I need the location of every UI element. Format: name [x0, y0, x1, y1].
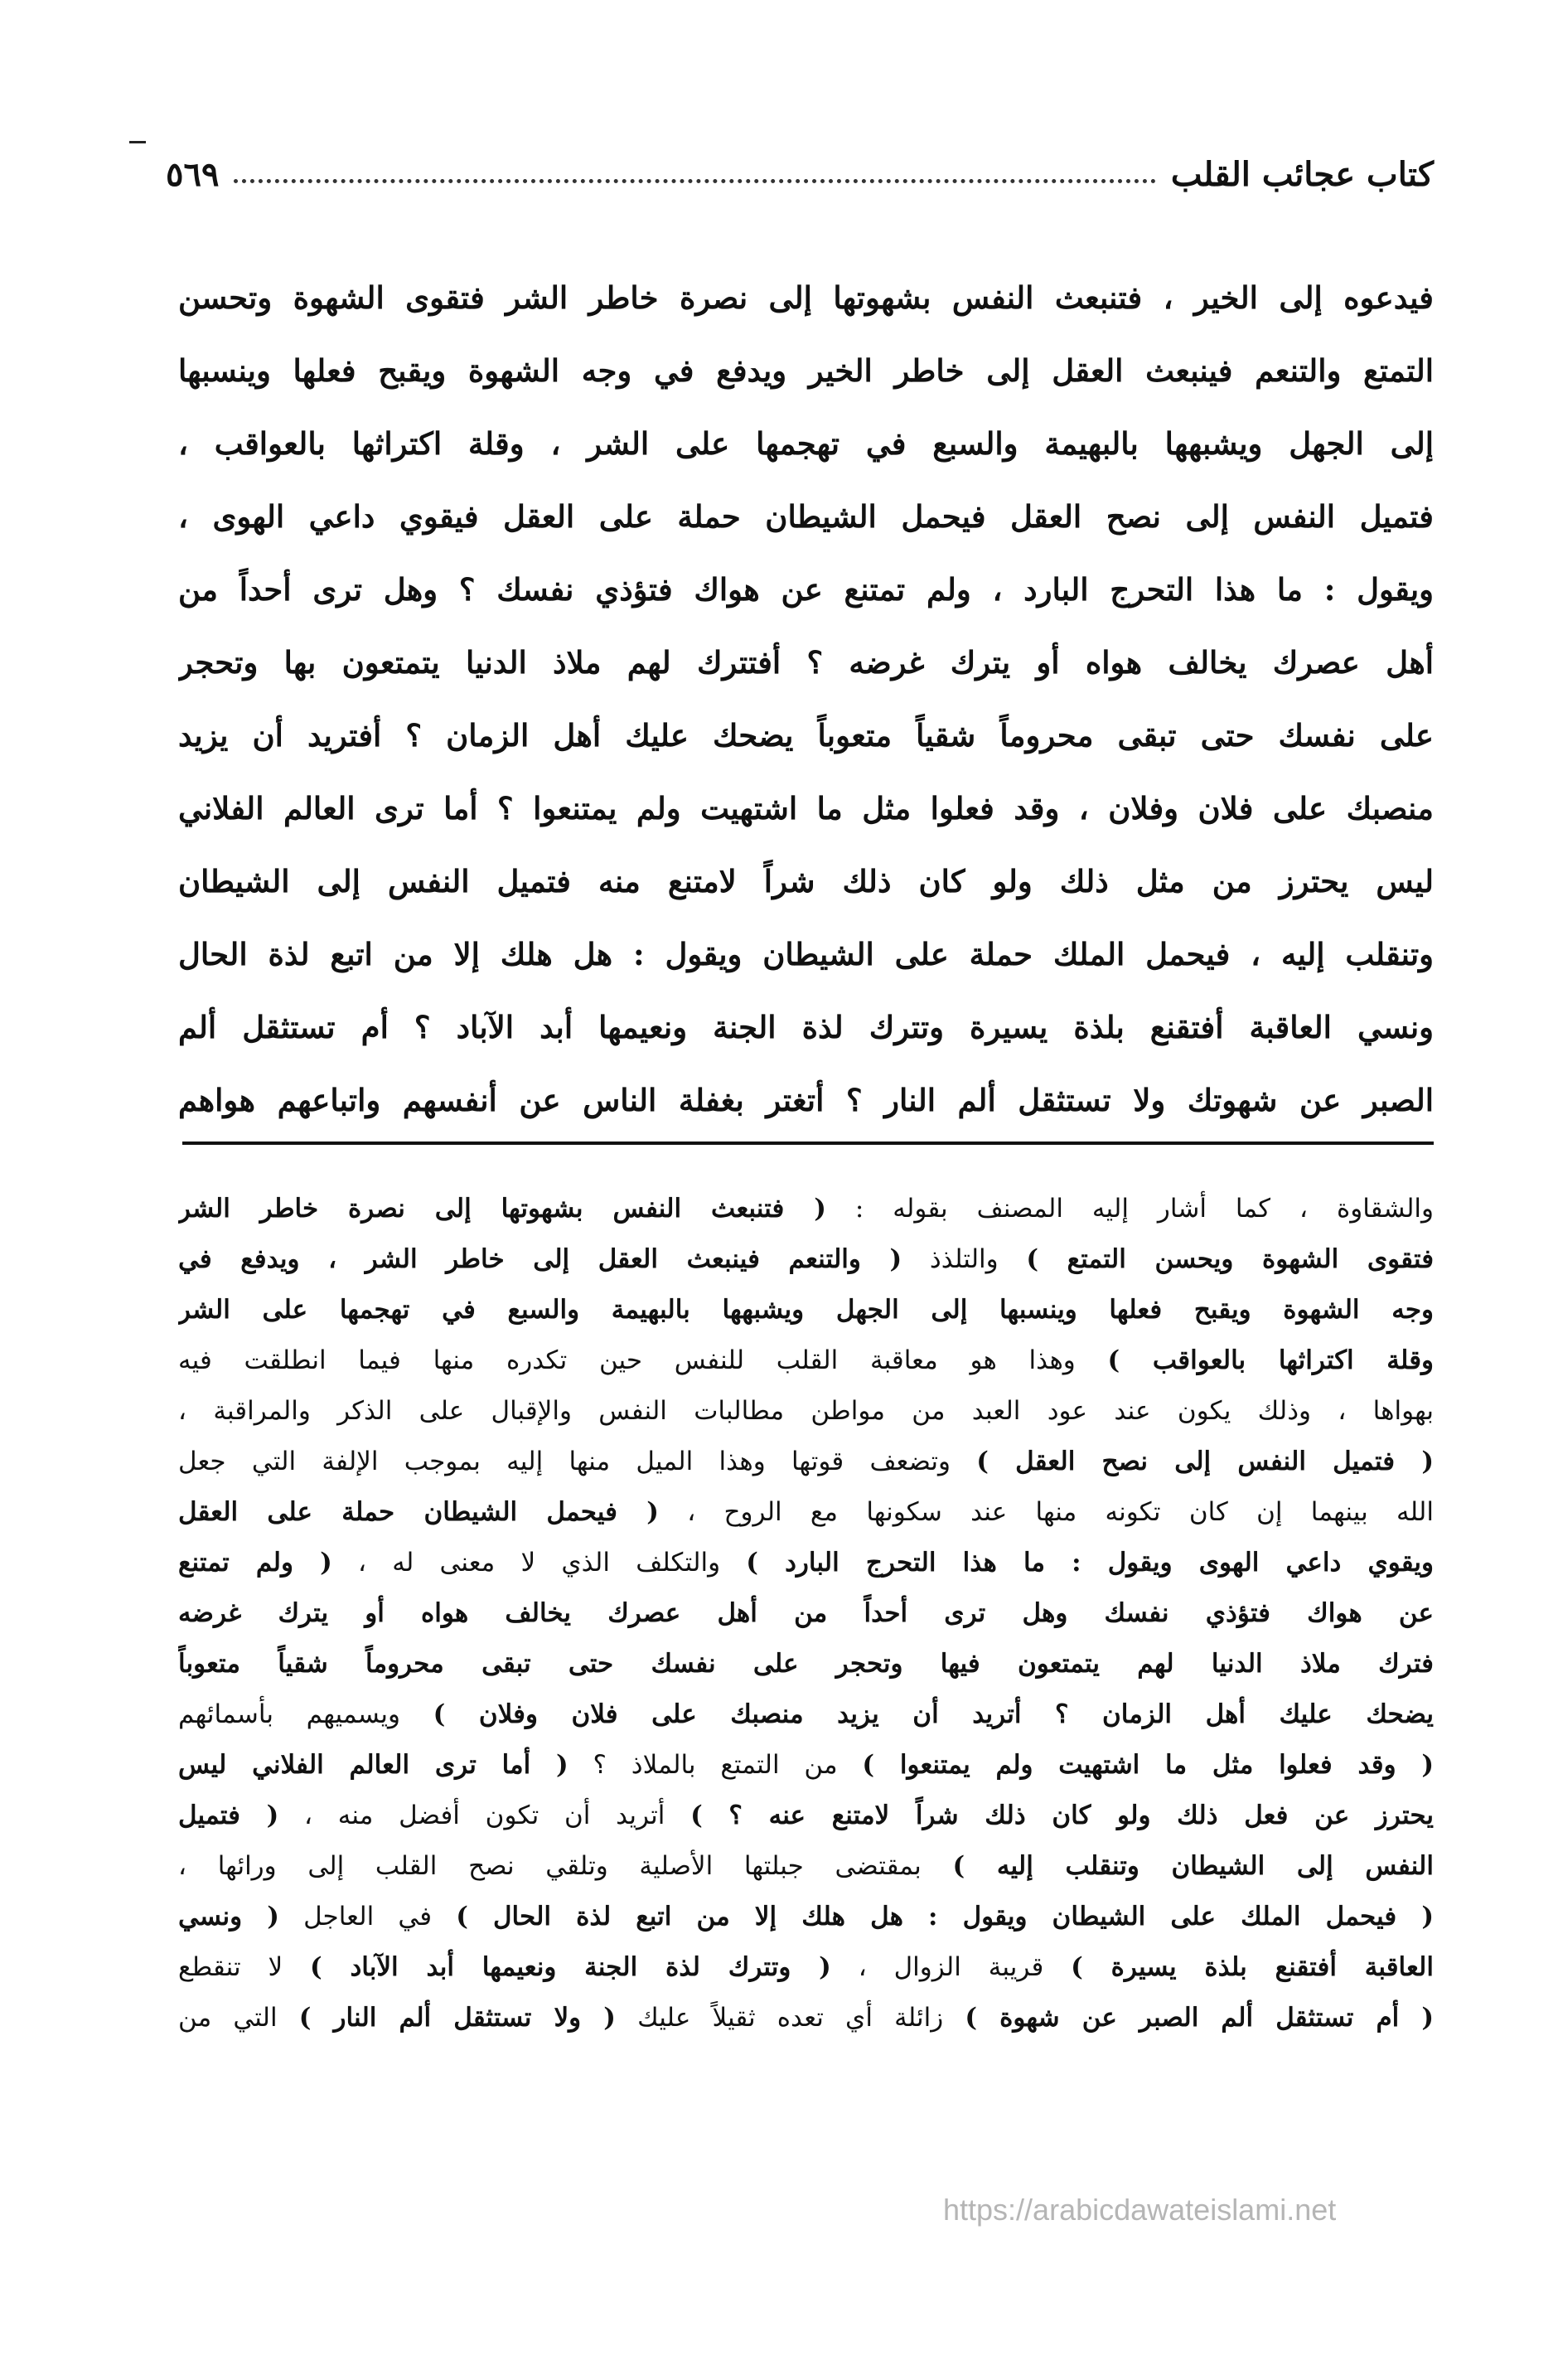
- main-text-line: أهل عصرك يخالف هواه أو يترك غرضه ؟ أفتترك لهم ملاذ الدنيا يتمتعون بها وتحجر: [178, 644, 1434, 681]
- quoted-text: العاقبة أفتقنع بلذة يسيرة ): [1071, 1952, 1434, 1982]
- quoted-text: فتقوى الشهوة ويحسن التمتع ): [1026, 1244, 1434, 1274]
- commentary-line: [178, 1841, 1434, 1892]
- commentary-text: زائلة أي تعده ثقيلاً عليك: [615, 2003, 965, 2033]
- commentary-text: والشقاوة ، كما أشار إليه المصنف بقوله :: [825, 1194, 1434, 1224]
- commentary-line: [178, 1588, 1434, 1639]
- commentary-line: [178, 1285, 1434, 1335]
- commentary-line: [178, 1184, 1434, 1234]
- main-text-line: ليس يحترز من مثل ذلك ولو كان ذلك شراً لامتنع منه فتميل النفس إلى الشيطان: [178, 863, 1434, 899]
- commentary-line: [178, 1689, 1434, 1740]
- quoted-text: يضحك عليك أهل الزمان ؟ أتريد أن يزيد منصبك على فلان وفلان ): [433, 1699, 1434, 1729]
- quoted-text: ( فتنبعث النفس بشهوتها إلى نصرة خاطر الشر: [178, 1194, 826, 1224]
- quoted-text: ( فتميل النفس إلى نصح العقل ): [976, 1447, 1434, 1476]
- commentary-text: أتريد أن تكون أفضل منه ،: [278, 1801, 691, 1830]
- header-dot-leader: [234, 179, 1155, 183]
- main-text-line: وتنقلب إليه ، فيحمل الملك حملة على الشيطان ويقول : هل هلك إلا من اتبع لذة الحال: [178, 936, 1434, 972]
- quoted-text: ( ولا تستثقل ألم النار ): [298, 2003, 616, 2033]
- commentary-line: [178, 1538, 1434, 1588]
- quoted-text: ( ونسي: [178, 1902, 279, 1932]
- quoted-text: وقلة اكتراثها بالعواقب ): [1107, 1345, 1434, 1375]
- quoted-text: عن هواك فتؤذي نفسك وهل ترى أحداً من أهل عصرك يخالف هواه أو يترك غرضه: [178, 1598, 1434, 1628]
- quoted-text: ( ولم تمتنع: [178, 1548, 332, 1578]
- book-title: كتاب عجائب القلب: [1170, 154, 1434, 194]
- quoted-text: ( أما ترى العالم الفلاني ليس: [178, 1750, 569, 1780]
- main-text-line: التمتع والتنعم فينبعث العقل إلى خاطر الخير ويدفع في وجه الشهوة ويقبح فعلها وينسبها: [178, 352, 1434, 389]
- main-text-line: ونسي العاقبة أفتقنع بلذة يسيرة وتترك لذة الجنة ونعيمها أبد الآباد ؟ أم تستثقل ألم: [178, 1009, 1434, 1045]
- quoted-text: ( وتترك لذة الجنة ونعيمها أبد الآباد ): [310, 1952, 831, 1982]
- commentary-text: والتلذذ: [902, 1244, 1027, 1274]
- commentary-block: [178, 1184, 1434, 2043]
- commentary-line: [178, 1892, 1434, 1942]
- quoted-text: فترك ملاذ الدنيا لهم يتمتعون فيها وتحجر على نفسك حتى تبقى محروماً شقياً متعوباً: [178, 1649, 1434, 1679]
- quoted-text: يحترز عن فعل ذلك ولو كان ذلك شراً لامتنع عنه ؟ ): [690, 1801, 1434, 1830]
- running-header: [166, 141, 1434, 207]
- quoted-text: وجه الشهوة ويقبح فعلها وينسبها إلى الجهل ويشبهها بالبهيمة والسبع في تهجمها على الشر: [178, 1295, 1434, 1325]
- quoted-text: ( فيحمل الشيطان حملة على العقل: [178, 1497, 659, 1527]
- main-text-block: [178, 261, 1434, 1137]
- commentary-text: وهذا هو معاقبة القلب للنفس حين تكدره منها فيما انطلقت فيه: [178, 1345, 1108, 1375]
- commentary-line: [178, 1993, 1434, 2043]
- commentary-line: [178, 1437, 1434, 1487]
- quoted-text: ( والتنعم فينبعث العقل إلى خاطر الشر ، ويدفع في: [178, 1244, 902, 1274]
- commentary-line: [178, 1335, 1434, 1386]
- main-text-line: على نفسك حتى تبقى محروماً شقياً متعوباً يضحك عليك أهل الزمان ؟ أفتريد أن يزيد: [178, 717, 1434, 754]
- main-text-line: إلى الجهل ويشبهها بالبهيمة والسبع في تهجمها على الشر ، وقلة اكتراثها بالعواقب ،: [178, 425, 1434, 462]
- commentary-line: [178, 1791, 1434, 1841]
- commentary-text: والتكلف الذي لا معنى له ،: [331, 1548, 747, 1578]
- commentary-line: [178, 1639, 1434, 1689]
- commentary-text: وتضعف قوتها وهذا الميل منها إليه بموجب الإلفة التي جعل: [178, 1447, 977, 1476]
- quoted-text: ( وقد فعلوا مثل ما اشتهيت ولم يمتنعوا ): [862, 1750, 1434, 1780]
- commentary-text: بهواها ، وذلك يكون عند عود العبد من مواطن مطالبات النفس والإقبال على الذكر والمراقبة ،: [178, 1396, 1434, 1426]
- commentary-text: التي من: [178, 2003, 299, 2033]
- quoted-text: ( فيحمل الملك على الشيطان ويقول : هل هلك إلا من اتبع لذة الحال ): [456, 1902, 1434, 1932]
- commentary-text: الله بينهما إن كان تكونه منها عند سكونها مع الروح ،: [658, 1497, 1434, 1527]
- commentary-text: من التمتع بالملاذ ؟: [568, 1750, 863, 1780]
- commentary-line: [178, 1487, 1434, 1538]
- main-text-line: الصبر عن شهوتك ولا تستثقل ألم النار ؟ أتغتر بغفلة الناس عن أنفسهم واتباعهم هواهم: [178, 1082, 1434, 1118]
- commentary-line: [178, 1386, 1434, 1437]
- watermark-url: https://arabicdawateislami.net: [943, 2193, 1337, 2227]
- quoted-text: ويقوي داعي الهوى ويقول : ما هذا التحرج البارد ): [746, 1548, 1434, 1578]
- commentary-text: لا تنقطع: [178, 1952, 311, 1982]
- main-text-line: ويقول : ما هذا التحرج البارد ، ولم تمتنع عن هواك فتؤذي نفسك ؟ وهل ترى أحداً من: [178, 571, 1434, 608]
- corner-mark: [129, 141, 146, 143]
- main-text-line: فيدعوه إلى الخير ، فتنبعث النفس بشهوتها إلى نصرة خاطر الشر فتقوى الشهوة وتحسن: [178, 279, 1434, 316]
- footnote-separator: [182, 1142, 1434, 1145]
- commentary-text: قريبة الزوال ،: [830, 1952, 1072, 1982]
- main-text-line: منصبك على فلان وفلان ، وقد فعلوا مثل ما اشتهيت ولم يمتنعوا ؟ أما ترى العالم الفلاني: [178, 790, 1434, 826]
- commentary-line: [178, 1234, 1434, 1285]
- main-text-line: فتميل النفس إلى نصح العقل فيحمل الشيطان حملة على العقل فيقوي داعي الهوى ،: [178, 498, 1434, 535]
- commentary-text: بمقتضى جبلتها الأصلية وتلقي نصح القلب إلى ورائها ،: [178, 1851, 953, 1881]
- commentary-text: في العاجل: [278, 1902, 457, 1932]
- quoted-text: ( فتميل: [178, 1801, 279, 1830]
- quoted-text: ( أم تستثقل ألم الصبر عن شهوة ): [965, 2003, 1434, 2033]
- commentary-line: [178, 1942, 1434, 1993]
- commentary-text: ويسميهم بأسمائهم: [178, 1699, 433, 1729]
- page-number: ٥٦٩: [166, 154, 220, 194]
- commentary-line: [178, 1740, 1434, 1791]
- quoted-text: النفس إلى الشيطان وتنقلب إليه ): [952, 1851, 1434, 1881]
